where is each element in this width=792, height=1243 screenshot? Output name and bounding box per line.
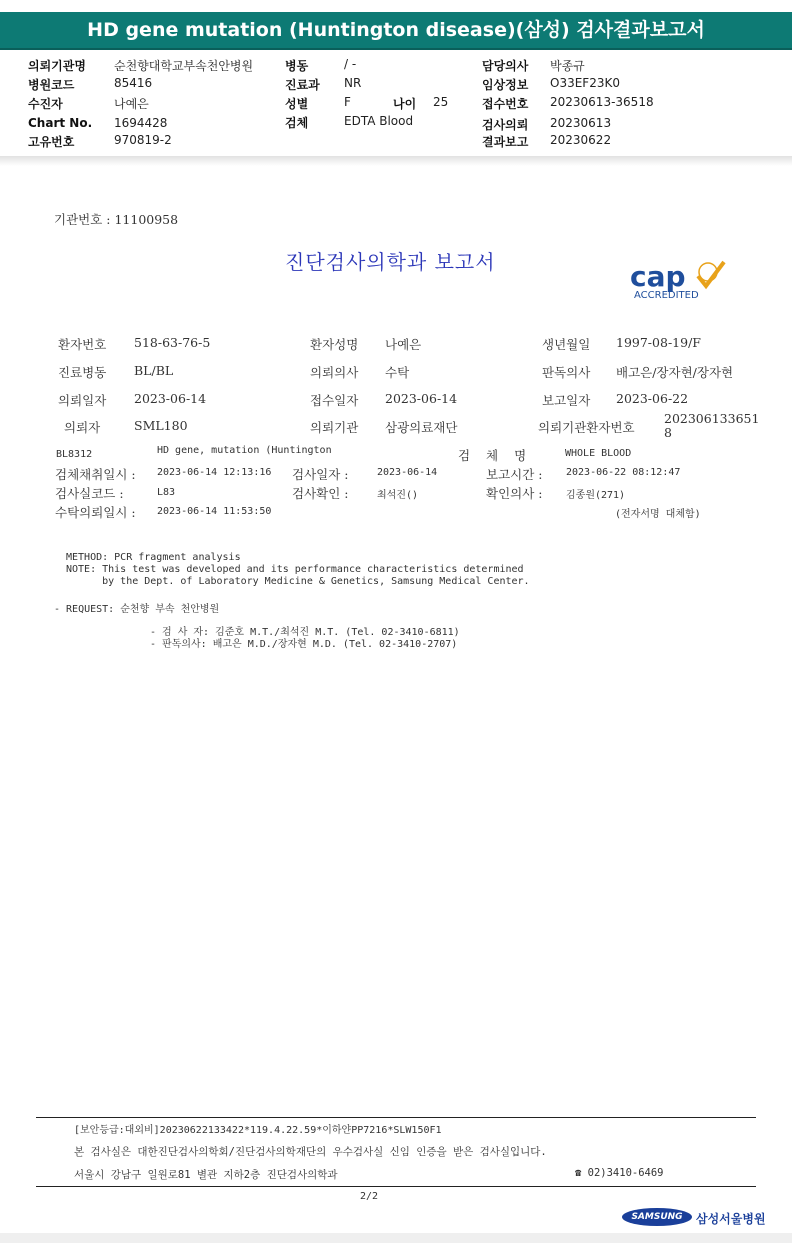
confirm-value: 최석진() <box>377 490 419 501</box>
header-value: 20230613-36518 <box>550 95 654 109</box>
field-label: 접수일자 <box>310 393 359 408</box>
header-value: 20230613 <box>550 116 612 130</box>
header-key: 접수번호 <box>482 97 529 111</box>
confirm-label: 검사확인 : <box>292 486 349 501</box>
field-value: 1997-08-19/F <box>616 335 701 350</box>
test-name: HD gene, mutation (Huntington <box>157 445 332 456</box>
samsung-logo: SAMSUNG <box>622 1208 692 1226</box>
field-value: BL/BL <box>134 363 174 378</box>
header-key: Chart No. <box>28 116 93 130</box>
header-key: 담당의사 <box>482 59 529 73</box>
field-label: 생년월일 <box>542 337 591 352</box>
field-value: 수탁 <box>385 365 410 380</box>
test-date-label: 검사일자 : <box>292 467 349 482</box>
header-value: 나예은 <box>114 97 149 111</box>
header-key: 고유번호 <box>28 135 75 149</box>
test-code: BL8312 <box>56 449 93 460</box>
field-label: 환자성명 <box>310 337 359 352</box>
field-label: 의뢰자 <box>64 420 101 435</box>
outsource-label: 수탁의뢰일시 : <box>55 505 136 520</box>
header-value: 25 <box>433 95 449 109</box>
request-line: - REQUEST: 순천향 부속 천안병원 <box>54 604 220 615</box>
header-key: 검체 <box>285 116 309 130</box>
footer-divider <box>36 1117 756 1118</box>
report-title: HD gene mutation (Huntington disease)(삼성) 검사결과보고서 <box>87 19 705 41</box>
header-key: 수진자 <box>28 97 63 111</box>
field-value: 배고은/장자현/장자현 <box>616 365 734 380</box>
cap-logo-graphic <box>628 256 728 304</box>
header-value: O33EF23K0 <box>550 76 620 90</box>
report-time-label: 보고시간 : <box>486 467 543 482</box>
field-label: 보고일자 <box>542 393 591 408</box>
esign-note: (전자서명 대체함) <box>615 509 701 520</box>
field-value: 202306133651 <box>664 411 760 426</box>
header-value: / - <box>344 57 357 71</box>
collect-label: 검체채취일시 : <box>55 467 136 482</box>
header-value: NR <box>344 76 362 90</box>
field-label: 의뢰의사 <box>310 365 359 380</box>
staff-line: - 검 사 자: 김준호 M.T./최석진 M.T. (Tel. 02-3410-6811) <box>150 627 460 638</box>
header-divider <box>0 156 792 166</box>
report-banner <box>0 12 792 50</box>
institution-number: 기관번호 : 11100958 <box>54 212 179 227</box>
header-key: 검사의뢰 <box>482 118 529 132</box>
field-label: 의뢰일자 <box>58 393 107 408</box>
security-line: [보안등급:대외비]20230622133422*119.4.22.59*이하얀PP7216*SLW150F1 <box>74 1125 442 1136</box>
field-value: 518-63-76-5 <box>134 335 211 350</box>
lab-code-label: 검사실코드 : <box>55 486 124 501</box>
field-label: 의뢰기관 <box>310 420 359 435</box>
header-key: 임상정보 <box>482 78 529 92</box>
note-line: by the Dept. of Laboratory Medicine & Genetics, Samsung Medical Center. <box>66 576 530 587</box>
test-date-value: 2023-06-14 <box>377 467 438 478</box>
collect-value: 2023-06-14 12:13:16 <box>157 467 272 478</box>
phone-line: ☎ 02)3410-6469 <box>575 1167 664 1179</box>
header-key: 병원코드 <box>28 78 75 92</box>
field-label: 환자번호 <box>58 337 107 352</box>
header-value: 20230622 <box>550 133 612 147</box>
specimen-value: WHOLE BLOOD <box>565 448 632 459</box>
address-line: 서울시 강남구 일원로81 별관 지하2층 진단검사의학과 <box>74 1169 338 1181</box>
header-key: 병동 <box>285 59 309 73</box>
field-label: 진료병동 <box>58 365 107 380</box>
field-label: 의뢰기관환자번호 <box>538 420 635 435</box>
header-value: F <box>344 95 351 109</box>
specimen-label: 검 체 명 <box>458 448 533 463</box>
note-line: NOTE: This test was developed and its performance characteristics determined <box>66 564 524 575</box>
field-value: SML180 <box>134 418 188 433</box>
confirm-doctor-value: 김종원(271) <box>566 490 626 501</box>
staff-line: - 판독의사: 배고은 M.D./장자현 M.D. (Tel. 02-3410-2707) <box>150 639 458 650</box>
field-value: 2023-06-22 <box>616 391 689 406</box>
report-heading: 진단검사의학과 보고서 <box>285 250 496 274</box>
page-bottom-band <box>0 1233 792 1243</box>
certification-line: 본 검사실은 대한진단검사의학회/진단검사의학재단의 우수검사실 신임 인증을 받은 검사실입니다. <box>74 1146 547 1158</box>
header-key: 성별 <box>285 97 309 111</box>
field-value: 삼광의료재단 <box>385 420 458 435</box>
header-value: 970819-2 <box>114 133 172 147</box>
report-time-value: 2023-06-22 08:12:47 <box>566 467 681 478</box>
note-line: METHOD: PCR fragment analysis <box>66 552 241 563</box>
header-value: 85416 <box>114 76 153 90</box>
cap-logo-text: cap <box>630 260 686 293</box>
header-key: 나이 <box>393 97 417 111</box>
header-key: 결과보고 <box>482 135 529 149</box>
header-value: 박종규 <box>550 59 585 73</box>
field-label: 판독의사 <box>542 365 591 380</box>
header-value: EDTA Blood <box>344 114 414 128</box>
field-value: 8 <box>664 425 672 440</box>
header-key: 진료과 <box>285 78 320 92</box>
header-value: 순천향대학교부속천안병원 <box>114 59 254 73</box>
confirm-doctor-label: 확인의사 : <box>486 486 543 501</box>
outsource-value: 2023-06-14 11:53:50 <box>157 506 272 517</box>
lab-code-value: L83 <box>157 487 176 498</box>
header-value: 1694428 <box>114 116 168 130</box>
field-value: 2023-06-14 <box>134 391 207 406</box>
header-key: 의뢰기관명 <box>28 59 86 73</box>
page-number: 2/2 <box>360 1191 379 1202</box>
cap-accredited-logo <box>628 256 728 304</box>
hospital-name: 삼성서울병원 <box>696 1212 766 1226</box>
field-value: 2023-06-14 <box>385 391 458 406</box>
cap-logo-subtext: ACCREDITED <box>634 290 699 301</box>
footer-divider <box>36 1186 756 1187</box>
field-value: 나예은 <box>385 337 422 352</box>
